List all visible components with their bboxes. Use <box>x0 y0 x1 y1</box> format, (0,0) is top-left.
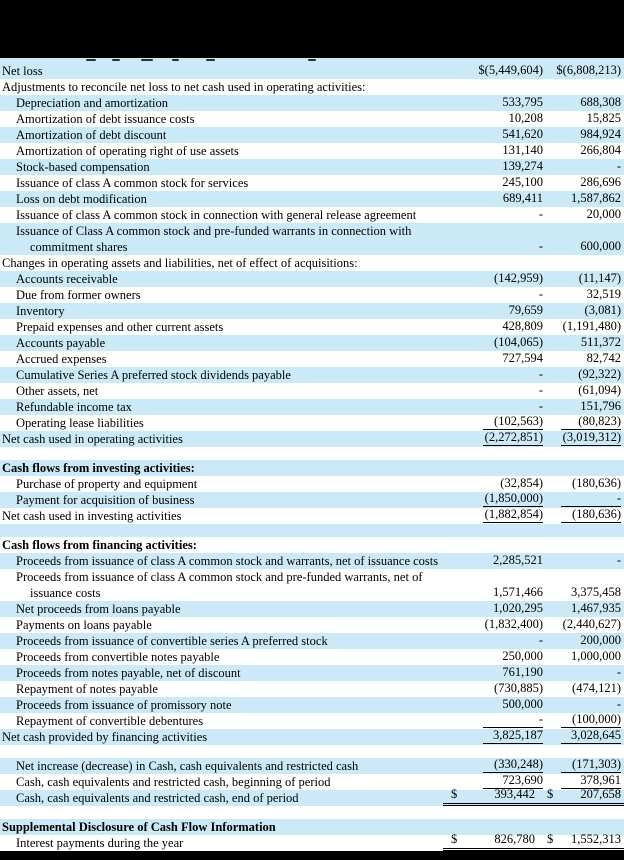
section-header-label <box>0 537 459 553</box>
row-label-line: Proceeds from convertible notes payable <box>16 650 220 664</box>
row-label-line: Adjustments to reconcile net loss to net cash used in operating activities: <box>2 80 366 94</box>
amount: - <box>538 633 543 647</box>
amount: (1,882,854) <box>484 507 543 521</box>
row-label-line: Operating lease liabilities <box>16 416 144 430</box>
cash-flow-table <box>0 63 624 851</box>
row-label-line: Depreciation and amortization <box>16 96 169 110</box>
amount: (92,322) <box>578 367 621 381</box>
amount: 139,274 <box>502 159 543 173</box>
row-label-line: Cash, cash equivalents and restricted cash, end of period <box>16 791 299 805</box>
text-remnant-mark <box>141 59 153 61</box>
row-label-line: Payment for acquisition of business <box>16 493 195 507</box>
table-row <box>0 787 624 806</box>
row-label <box>0 431 459 447</box>
amount: (32,854) <box>500 476 543 490</box>
amount: - <box>538 367 543 381</box>
amount: (142,959) <box>494 271 543 285</box>
amount: - <box>616 553 621 567</box>
value-prior-period <box>547 506 624 524</box>
row-label <box>0 175 459 191</box>
row-label <box>0 367 459 383</box>
row-label <box>0 303 459 319</box>
row-label <box>0 681 459 697</box>
value-prior-period <box>547 270 624 287</box>
row-label-line: Payments on loans payable <box>16 618 152 632</box>
value-current-period <box>459 158 547 175</box>
value-prior-period <box>547 110 624 127</box>
table-row <box>0 159 624 175</box>
value-prior-period <box>547 238 624 255</box>
value-prior-period <box>547 286 624 303</box>
row-label <box>0 399 459 415</box>
amount: - <box>483 711 543 728</box>
amount: 32,519 <box>586 287 621 301</box>
row-label-line: Inventory <box>16 304 65 318</box>
value-current-period <box>459 94 547 111</box>
value-prior-period <box>539 786 624 806</box>
section-header-label <box>0 460 459 476</box>
row-label <box>0 617 459 633</box>
amount: (100,000) <box>561 711 621 728</box>
amount: (11,147) <box>578 271 621 285</box>
amount: 3,028,645 <box>561 727 621 744</box>
row-label <box>0 492 459 508</box>
amount: $(5,449,604) <box>478 63 543 77</box>
table-row <box>0 95 624 111</box>
amount: 3,375,458 <box>571 585 621 599</box>
row-label <box>0 553 459 569</box>
dollar-sign: $ <box>451 832 458 846</box>
row-label <box>0 649 459 665</box>
value-current-period <box>459 110 547 127</box>
value-current-period <box>443 831 539 851</box>
value-current-period <box>459 206 547 223</box>
row-label-line: Amortization of debt discount <box>16 128 167 142</box>
amount: (180,636) <box>561 506 621 523</box>
amount: (171,303) <box>561 756 621 773</box>
value-current-period <box>459 334 547 351</box>
row-label-line: Loss on debt modification <box>16 192 147 206</box>
amount: (330,248) <box>483 756 543 773</box>
row-label <box>0 159 459 175</box>
amount: - <box>616 159 621 173</box>
row-label-line: Proceeds from issuance of class A common stock and pre-funded warrants, net of <box>16 570 423 584</box>
amount: 688,308 <box>580 95 621 109</box>
amount: 1,587,862 <box>571 191 621 205</box>
table-row <box>0 351 624 367</box>
row-label-line: Refundable income tax <box>16 400 132 414</box>
table-row <box>0 367 624 383</box>
row-label-line: Proceeds from issuance of class A common stock and warrants, net of issuance costs <box>16 554 439 568</box>
amount: (3,081) <box>584 303 621 317</box>
row-label <box>0 697 459 713</box>
table-row <box>0 63 624 79</box>
amount: 131,140 <box>502 143 543 157</box>
dollar-sign: $ <box>547 787 554 801</box>
row-label <box>0 633 459 649</box>
value-prior-period <box>547 584 624 601</box>
amount: 15,825 <box>586 111 621 125</box>
value-prior-period <box>547 126 624 143</box>
amount: - <box>538 287 543 301</box>
row-label <box>0 601 459 617</box>
spacer-row <box>0 524 624 537</box>
table-row <box>0 508 624 524</box>
table-row <box>0 649 624 665</box>
row-label-line: Cumulative Series A preferred stock dividends payable <box>16 368 291 382</box>
value-current-period <box>459 382 547 399</box>
row-label-line: Issuance of Class A common stock and pre-funded warrants in connection with <box>16 224 412 238</box>
table-row <box>0 460 624 476</box>
value-prior-period <box>547 206 624 223</box>
dollar-sign: $ <box>451 787 458 801</box>
row-label <box>0 508 459 524</box>
amount: 207,658 <box>580 787 621 801</box>
row-label-line: Stock-based compensation <box>16 160 150 174</box>
value-current-period <box>459 727 547 745</box>
amount: 761,190 <box>502 665 543 679</box>
amount: (474,121) <box>572 681 621 695</box>
amount: 378,961 <box>561 772 621 789</box>
amount: 1,571,466 <box>493 585 543 599</box>
row-label-line: Interest payments during the year <box>16 836 184 850</box>
value-current-period <box>459 190 547 207</box>
row-label-line: Net cash used in operating activities <box>2 432 183 446</box>
amount: 600,000 <box>580 239 621 253</box>
row-label-line: Accounts receivable <box>16 272 118 286</box>
value-current-period <box>459 142 547 159</box>
row-label-line: Issuance of class A common stock in connection with general release agreement <box>16 208 417 222</box>
value-current-period <box>459 429 547 447</box>
row-label <box>0 665 459 681</box>
value-prior-period <box>547 302 624 319</box>
clipped-row-remnant <box>0 58 624 63</box>
value-prior-period <box>547 382 624 399</box>
row-label-line: Issuance of class A common stock for services <box>16 176 249 190</box>
row-label <box>0 287 459 303</box>
bottom-black-band <box>0 851 624 860</box>
amount: - <box>538 207 543 221</box>
amount: (1,832,400) <box>484 617 543 631</box>
amount: 428,809 <box>502 319 543 333</box>
table-row <box>0 383 624 399</box>
table-row <box>0 175 624 191</box>
row-label <box>0 63 459 79</box>
amount: 1,020,295 <box>493 601 543 615</box>
text-remnant-mark <box>172 59 179 61</box>
row-label-line: Proceeds from issuance of promissory note <box>16 698 232 712</box>
row-label-line: Cash flows from financing activities: <box>2 538 197 552</box>
amount: - <box>561 490 621 507</box>
value-current-period <box>459 632 547 649</box>
table-row <box>0 601 624 617</box>
row-label <box>0 79 459 95</box>
row-label <box>0 255 459 271</box>
amount: (61,094) <box>578 383 621 397</box>
row-label-line: Net loss <box>2 64 43 78</box>
amount: 200,000 <box>580 633 621 647</box>
amount: 1,000,000 <box>571 649 621 663</box>
table-row <box>0 255 624 271</box>
row-label <box>0 758 459 774</box>
row-label <box>0 223 459 255</box>
row-label <box>0 95 459 111</box>
value-prior-period <box>547 632 624 649</box>
value-prior-period <box>547 350 624 367</box>
value-current-period <box>459 506 547 524</box>
amount: - <box>538 399 543 413</box>
table-row <box>0 335 624 351</box>
row-label-line: Net cash used in investing activities <box>2 509 182 523</box>
row-label <box>0 127 459 143</box>
table-row <box>0 681 624 697</box>
amount: (3,019,312) <box>562 430 621 444</box>
table-row <box>0 111 624 127</box>
amount: 984,924 <box>580 127 621 141</box>
amount: 1,552,313 <box>571 832 621 846</box>
amount: 250,000 <box>502 649 543 663</box>
amount: (1,191,480) <box>562 319 621 333</box>
amount: 245,100 <box>502 175 543 189</box>
row-label <box>0 335 459 351</box>
value-prior-period <box>547 334 624 351</box>
table-row <box>0 665 624 681</box>
row-label-line: Cash flows from investing activities: <box>2 461 195 475</box>
row-label-continuation: issuance costs <box>30 586 101 600</box>
value-current-period <box>459 174 547 191</box>
text-remnant-mark <box>86 59 96 61</box>
value-current-period <box>459 600 547 617</box>
row-label-line: Net proceeds from loans payable <box>16 602 181 616</box>
row-label <box>0 774 459 790</box>
row-label <box>0 415 459 431</box>
table-row <box>0 287 624 303</box>
amount: 79,659 <box>508 303 543 317</box>
value-current-period <box>459 270 547 287</box>
table-row <box>0 271 624 287</box>
spacer-row <box>0 806 624 819</box>
value-prior-period <box>547 600 624 617</box>
amount: $(6,808,213) <box>556 63 621 77</box>
amount: (102,563) <box>483 413 543 430</box>
row-label-line: Purchase of property and equipment <box>16 477 198 491</box>
table-row <box>0 431 624 447</box>
value-prior-period <box>547 366 624 383</box>
amount: 541,620 <box>502 127 543 141</box>
value-current-period <box>459 286 547 303</box>
table-row <box>0 569 624 601</box>
row-label-line: Due from former owners <box>16 288 141 302</box>
value-current-period <box>459 302 547 319</box>
value-prior-period <box>547 648 624 665</box>
value-prior-period <box>547 680 624 697</box>
value-current-period <box>459 680 547 697</box>
amount: - <box>616 697 621 711</box>
text-remnant-mark <box>112 59 120 61</box>
row-label-continuation: commitment shares <box>30 240 128 254</box>
value-prior-period <box>547 616 624 633</box>
amount: (104,065) <box>494 335 543 349</box>
row-label-line: Repayment of convertible debentures <box>16 714 204 728</box>
amount: 393,442 <box>494 787 535 801</box>
row-label <box>0 729 459 745</box>
value-current-period <box>459 238 547 255</box>
amount: 727,594 <box>502 351 543 365</box>
amount: (180,636) <box>572 476 621 490</box>
row-label-line: Proceeds from issuance of convertible series A preferred stock <box>16 634 328 648</box>
row-label <box>0 351 459 367</box>
row-label-line: Proceeds from notes payable, net of discount <box>16 666 241 680</box>
amount: - <box>538 239 543 253</box>
row-label-line: Amortization of operating right of use assets <box>16 144 239 158</box>
value-current-period <box>459 126 547 143</box>
value-current-period <box>459 318 547 335</box>
value-prior-period <box>547 318 624 335</box>
value-prior-period <box>539 831 624 851</box>
spacer-row <box>0 447 624 460</box>
amount: 1,467,935 <box>571 601 621 615</box>
row-label-line: Net increase (decrease) in Cash, cash equivalents and restricted cash <box>16 759 359 773</box>
section-header-label <box>0 819 459 835</box>
dollar-sign: $ <box>547 832 554 846</box>
row-label <box>0 143 459 159</box>
amount: (2,440,627) <box>562 617 621 631</box>
table-row <box>0 79 624 95</box>
table-row <box>0 223 624 255</box>
table-row <box>0 303 624 319</box>
row-label-line: Other assets, net <box>16 384 99 398</box>
row-label <box>0 835 443 851</box>
row-label-line: Net cash provided by financing activities <box>2 730 208 744</box>
amount: 533,795 <box>502 95 543 109</box>
row-label <box>0 476 459 492</box>
amount: 20,000 <box>586 207 621 221</box>
amount: 82,742 <box>586 351 621 365</box>
value-prior-period <box>547 174 624 191</box>
amount: 826,780 <box>494 832 535 846</box>
value-prior-period <box>547 727 624 745</box>
value-prior-period <box>547 429 624 447</box>
value-current-period <box>459 664 547 681</box>
amount: 266,804 <box>580 143 621 157</box>
amount: - <box>538 383 543 397</box>
value-prior-period <box>547 158 624 175</box>
value-prior-period <box>547 94 624 111</box>
row-label <box>0 790 443 806</box>
amount: 3,825,187 <box>483 727 543 744</box>
table-row <box>0 207 624 223</box>
value-current-period <box>459 616 547 633</box>
row-label <box>0 191 459 207</box>
row-label-line: Supplemental Disclosure of Cash Flow Information <box>2 820 276 834</box>
value-current-period <box>459 350 547 367</box>
row-label <box>0 111 459 127</box>
table-row <box>0 617 624 633</box>
table-row <box>0 729 624 745</box>
table-row <box>0 127 624 143</box>
value-prior-period <box>547 142 624 159</box>
value-current-period <box>459 552 547 569</box>
table-row <box>0 143 624 159</box>
amount: 151,796 <box>580 399 621 413</box>
amount: 689,411 <box>502 191 543 205</box>
value-prior-period <box>547 190 624 207</box>
row-label <box>0 383 459 399</box>
value-current-period <box>459 584 547 601</box>
row-label <box>0 569 459 601</box>
row-label <box>0 207 459 223</box>
text-remnant-mark <box>308 59 316 61</box>
row-label-line: Accounts payable <box>16 336 106 350</box>
table-row <box>0 832 624 851</box>
row-label-line: Prepaid expenses and other current assets <box>16 320 224 334</box>
amount: 511,372 <box>580 335 621 349</box>
row-label-line: Cash, cash equivalents and restricted cash, beginning of period <box>16 775 331 789</box>
top-black-band <box>0 0 624 58</box>
table-row <box>0 553 624 569</box>
text-remnant-mark <box>206 59 215 61</box>
row-label <box>0 271 459 287</box>
amount: (1,850,000) <box>484 491 543 505</box>
amount: (2,272,851) <box>484 430 543 444</box>
row-label <box>0 713 459 729</box>
value-current-period <box>459 366 547 383</box>
value-current-period <box>443 786 539 806</box>
amount: (80,823) <box>561 413 621 430</box>
amount: 723,690 <box>483 772 543 789</box>
row-label-line: Accrued expenses <box>16 352 107 366</box>
row-label-line: Amortization of debt issuance costs <box>16 112 195 126</box>
amount: 2,285,521 <box>493 553 543 567</box>
value-prior-period <box>547 552 624 569</box>
row-label-line: Repayment of notes payable <box>16 682 158 696</box>
row-label-line: Changes in operating assets and liabilities, net of effect of acquisitions: <box>2 256 358 270</box>
value-current-period <box>459 62 547 79</box>
value-current-period <box>459 648 547 665</box>
amount: (730,885) <box>494 681 543 695</box>
table-row <box>0 633 624 649</box>
value-prior-period <box>547 664 624 681</box>
amount: 10,208 <box>508 111 543 125</box>
row-label <box>0 319 459 335</box>
table-row <box>0 319 624 335</box>
value-prior-period <box>547 62 624 79</box>
amount: 500,000 <box>502 697 543 711</box>
amount: - <box>616 665 621 679</box>
table-row <box>0 537 624 553</box>
amount: 286,696 <box>580 175 621 189</box>
table-row <box>0 191 624 207</box>
